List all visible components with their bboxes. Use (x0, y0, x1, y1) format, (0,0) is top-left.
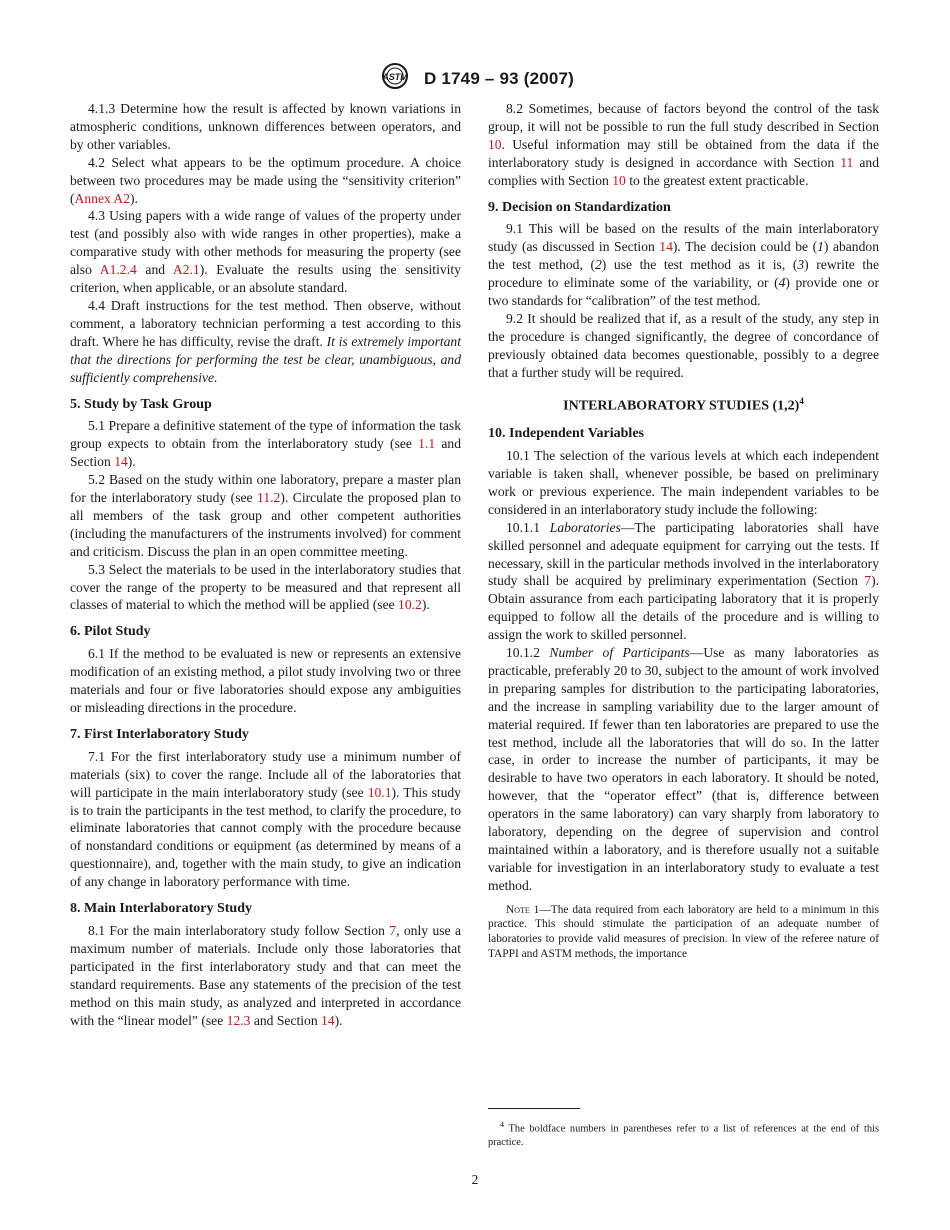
paragraph-10-1-1: 10.1.1 Laboratories—The participating laboratories shall have skilled personnel and adequate equipment for carrying out the tests. If necessary, skill in the particular methods involved in the interlaboratory study shall be acquired by preliminary experimentation (Section 7). Obtain assurance from each participating laboratory that it is properly equipped to follow all the details of the procedure and is willing to assign the work to skilled personnel. (488, 519, 879, 643)
link-10-1[interactable]: 10.1 (367, 784, 392, 800)
svg-text:ASTM: ASTM (382, 72, 408, 82)
left-column (70, 100, 461, 1029)
link-12-3[interactable]: 12.3 (226, 1012, 251, 1028)
section-6-heading: 6. Pilot Study (70, 624, 151, 640)
link-section-7[interactable]: 7 (389, 922, 397, 938)
link-section-10[interactable]: 10 (612, 172, 626, 188)
section-8-heading: 8. Main Interlaboratory Study (70, 901, 252, 917)
paragraph-4-1-3: 4.1.3 Determine how the result is affected by known variations in atmospheric conditions, unknown differences between operators, and by other variables. (70, 101, 461, 152)
paragraph-8-1: 8.1 For the main interlaboratory study follow Section 7, only use a maximum number of materials. Include only those laboratories that participated in the first interlaboratory study and that can meet the standard requirements. Base any statements of the precision of the test method on this main study, as analyzed and interpreted in accordance with the “linear model” (see 12.3 and Section 14). (70, 922, 461, 1028)
link-1-1[interactable]: 1.1 (418, 436, 436, 452)
paragraph-8-2: 8.2 Sometimes, because of factors beyond the control of the task group, it will not be possible to run the full study described in Section 10. Useful information may still be obtained from the data if the interlaboratory study is designed in accordance with Section 11 and complies with Section 10 to the greatest extent practicable. (488, 101, 879, 188)
section-9-heading: 9. Decision on Standardization (488, 199, 671, 215)
link-section-14[interactable]: 14 (114, 454, 128, 470)
link-section-14[interactable]: 14 (659, 239, 673, 255)
section-10-heading: 10. Independent Variables (488, 426, 644, 442)
link-section-14[interactable]: 14 (321, 1012, 335, 1028)
footnote-4: $^4$ The boldface numbers in parentheses refer to a list of references at the end of this practice. (488, 1120, 879, 1148)
link-section-11[interactable]: 11 (840, 154, 854, 170)
paragraph-5-2: 5.2 Based on the study within one laboratory, prepare a master plan for the interlaboratory study (see 11.2). Circulate the proposed plan to all members of the task group and other competent authorities (including the manufacturers of the instruments involved) for comment and criticism. Discuss the plan in an open committee meeting. (70, 472, 461, 559)
paragraph-6-1: 6.1 If the method to be evaluated is new or represents an extensive modification of an existing method, a pilot study involving two or three materials and four or five laboratories should expose any ambiguities or misleading directions in the procedure. (70, 646, 461, 715)
paragraph-9-1: 9.1 This will be based on the results of the main interlaboratory study (as discussed in Section 14). The decision could be (1) abandon the test method, (2) use the test method as it is, (3) rewrite the procedure to eliminate some of the variability, or (4) provide one or two standards for “calibration” of the test method. (488, 221, 880, 309)
section-5-heading: 5. Study by Task Group (70, 396, 212, 412)
paragraph-4-2: 4.2 Select what appears to be the optimum procedure. A choice between two procedures may be made using the “sensitivity criterion” (Annex A2). (70, 154, 461, 206)
astm-logo-icon (376, 62, 414, 95)
link-section-7[interactable]: 7 (864, 573, 872, 589)
footnote-divider (488, 1108, 580, 1109)
paragraph-10-1-2: 10.1.2 Number of Participants—Use as many laboratories as practicable, preferably 20 to 30, subject to the amount of work involved in preparing samples for distribution to the participating laboratories, and the increase in sampling variability due to the larger amount of material required. If fewer than ten laboratories are prepared to use the test method, include all the laboratories that will do so. In the latter case, in order to increase the number of participants, it may be desirable to have two operators in each laboratory. It should be noted, however, that the “operator effect” (that is, difference between operators in the same laboratory) can vary sharply from laboratory to laboratory, depending on the degree of supervision and control maintained within a laboratory, and is therefore usually not a suitable variable for investigation in an interlaboratory study to evaluate a test method. (488, 645, 880, 893)
page-number: 2 (471, 1172, 479, 1187)
link-a2-1[interactable]: A2.1 (172, 262, 200, 278)
right-column (488, 100, 879, 961)
paragraph-5-1: 5.1 Prepare a definitive statement of the type of information the task group expects to obtain from the interlaboratory study (see 1.1 and Section 14). (70, 418, 462, 470)
document-designation: D 1749 – 93 (2007) (423, 68, 575, 88)
link-annex-a2[interactable]: Annex A2 (74, 190, 131, 206)
link-10-2[interactable]: 10.2 (398, 597, 422, 613)
link-a1-2-4[interactable]: A1.2.4 (99, 262, 137, 278)
paragraph-7-1: 7.1 For the first interlaboratory study use a minimum number of materials (six) to cover the range. Include all of the laboratories that will participate in the main interlaboratory study (see 10.1). This study is to train the participants in the test method, to clarify the procedure, to eliminate laboratories that cannot comply with the procedure because of nonstandard conditions or equipment (as determined by means of a questionnaire), and, together with the main study, to give an indication of any change in laboratory performance with time. (70, 748, 461, 890)
paragraph-10-1: 10.1 The selection of the various levels at which each independent variable is taken shall, whenever possible, be based on preliminary work or previous experience. The main independent variables to be considered in an interlaboratory study include the following: (488, 448, 879, 517)
paragraph-4-3: 4.3 Using papers with a wide range of values of the property under test (and possibly also with wide ranges in other properties), make a comparative study with other methods for measuring the property (see also A1.2.4 and A2.1). Evaluate the results using the sensitivity criterion, when applicable, or an absolute standard. (70, 208, 461, 296)
section-7-heading: 7. First Interlaboratory Study (70, 726, 249, 742)
link-11-2[interactable]: 11.2 (257, 490, 281, 506)
paragraph-9-2: 9.2 It should be realized that if, as a result of the study, any step in the procedure is changed significantly, the degree of concordance of previously obtained data becomes questionable, possibly to a degree that a further study will be required. (488, 310, 879, 380)
note-1: Note 1—The data required from each laboratory are held to a minimum in this practice. This should stimulate the participation of an adequate number of laboratories to provide valid measures of precision. In view of the referee nature of TAPPI and ASTM methods, the importance (488, 903, 879, 960)
link-section-10[interactable]: 10 (488, 136, 502, 152)
paragraph-5-3: 5.3 Select the materials to be used in the interlaboratory studies that cover the range of the property to be measured and that represent all classes of material to which the method will be applied (see 10.2). (70, 561, 461, 613)
interlaboratory-studies-heading: INTERLABORATORY STUDIES $(1,2)^4$ (563, 395, 804, 414)
paragraph-4-4: 4.4 Draft instructions for the test method. Then observe, without comment, a laboratory technician performing a test according to this draft. Where he has difficulty, revise the draft. It is extremely important that the directions for performing the test be clear, unambiguous, and sufficiently comprehensive. (70, 297, 462, 385)
page-header (0, 62, 950, 95)
